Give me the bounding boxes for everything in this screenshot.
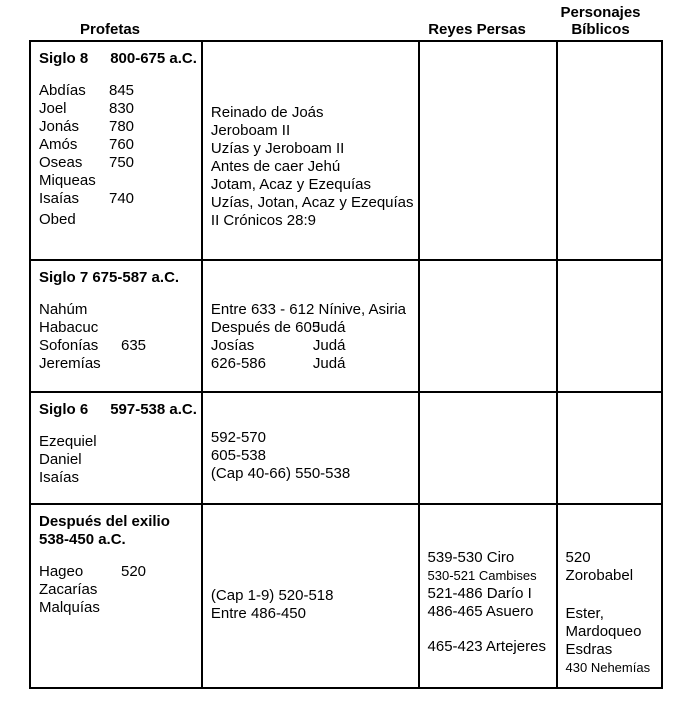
- prophet-name: Malquías: [39, 599, 100, 616]
- cell-siglo8-context: [202, 41, 419, 260]
- prophet-row: [39, 190, 197, 208]
- prophet-name: Oseas: [39, 154, 83, 171]
- prophet-row: [39, 100, 197, 118]
- cell-siglo7-prophets: [30, 260, 202, 392]
- spacer: [428, 621, 552, 638]
- context-line: Entre 486-450: [210, 605, 306, 622]
- prophet-name: Isaías: [39, 190, 80, 207]
- prophet-year: 780: [109, 118, 135, 135]
- siglo8-title: Siglo 8: [39, 50, 89, 67]
- prophet-name: Sofonías: [39, 337, 99, 354]
- context-period: Después de 605: [210, 319, 321, 336]
- prophet-name: Hageo: [39, 563, 84, 580]
- biblical-figure-line: 520: [565, 549, 591, 566]
- prophet-name: Amós: [39, 136, 78, 153]
- cell-siglo6-reyes-empty: [419, 392, 557, 504]
- persian-king-line: 521-486 Darío I: [427, 585, 532, 602]
- context-line: Jotam, Acaz y Ezequías: [210, 176, 371, 193]
- prophet-row: [39, 581, 197, 599]
- prophet-row: [39, 337, 197, 355]
- cell-siglo6-context: [202, 392, 419, 504]
- prophet-year: 750: [109, 154, 135, 171]
- prophet-name: Ezequiel: [39, 433, 97, 450]
- siglo6-title-line: [39, 401, 197, 419]
- prophet-row: [39, 469, 197, 487]
- prophets-timeline-table: [29, 40, 663, 689]
- context-line: Uzías y Jeroboam II: [210, 140, 345, 157]
- context-line: 592-570: [210, 429, 266, 446]
- prophet-row: [39, 355, 197, 373]
- siglo6-range: 597-538 a.C.: [110, 401, 197, 418]
- siglo8-title-line: [39, 50, 197, 68]
- prophet-name: Nahúm: [39, 301, 88, 318]
- biblical-figure-line: 430 Nehemías: [565, 660, 651, 675]
- context-realm: Judá: [312, 355, 346, 372]
- spacer: [39, 419, 197, 433]
- prophet-name: Habacuc: [39, 319, 99, 336]
- cell-siglo6-personajes-empty: [557, 392, 662, 504]
- prophet-name: Abdías: [39, 82, 86, 99]
- context-period: 626-586: [210, 355, 266, 372]
- context-line: II Crónicos 28:9: [210, 212, 316, 229]
- spacer: [566, 585, 657, 605]
- prophet-year: 740: [109, 190, 135, 207]
- biblical-figure-line: Mardoqueo: [565, 623, 642, 640]
- prophet-row: [39, 172, 197, 190]
- personajes-header-line1: Personajes: [560, 4, 641, 21]
- context-pair: [211, 355, 414, 373]
- cell-siglo7-personajes-empty: [557, 260, 662, 392]
- prophet-row: [39, 301, 197, 319]
- cell-siglo8-personajes-empty: [557, 41, 662, 260]
- prophet-year: 830: [109, 100, 135, 117]
- column-header-profetas: Profetas: [79, 21, 141, 38]
- biblical-figure-line: Zorobabel: [565, 567, 634, 584]
- exilio-title-line1: Después del exilio: [39, 513, 170, 530]
- cell-exilio-context: [202, 504, 419, 688]
- spacer: [39, 68, 197, 82]
- context-period: Josías: [210, 337, 255, 354]
- cell-siglo8-reyes-empty: [419, 41, 557, 260]
- prophet-name: Jonás: [39, 118, 80, 135]
- prophet-row: [39, 319, 197, 337]
- context-line: Uzías, Jotan, Acaz y Ezequías: [210, 194, 414, 211]
- prophet-year: 760: [109, 136, 135, 153]
- cell-siglo6-prophets: [30, 392, 202, 504]
- context-pair: [211, 337, 414, 355]
- cell-siglo7-context: [202, 260, 419, 392]
- prophet-name: Miqueas: [39, 172, 96, 189]
- biblical-figure-line: Ester,: [565, 605, 604, 622]
- biblical-figure-line: Esdras: [565, 641, 613, 658]
- context-line: Reinado de Joás: [210, 104, 324, 121]
- table-row: [30, 504, 662, 688]
- persian-king-line: 486-465 Asuero: [427, 603, 534, 620]
- context-realm: Judá: [312, 319, 346, 336]
- prophet-year: 520: [121, 563, 147, 580]
- context-realm: Judá: [312, 337, 346, 354]
- prophet-name: Jeremías: [39, 355, 101, 372]
- prophet-name: Isaías: [39, 469, 80, 486]
- prophet-name: Daniel: [39, 451, 82, 468]
- prophet-row: [39, 563, 197, 581]
- context-line: (Cap 40-66) 550-538: [210, 465, 351, 482]
- table-row: [30, 392, 662, 504]
- prophet-row: [39, 451, 197, 469]
- table-row: [30, 260, 662, 392]
- context-line: Antes de caer Jehú: [210, 158, 341, 175]
- cell-exilio-reyes: [419, 504, 557, 688]
- prophet-name: Joel: [39, 100, 67, 117]
- context-pair: [211, 319, 414, 337]
- cell-exilio-prophets: [30, 504, 202, 688]
- spacer: [39, 287, 197, 301]
- cell-exilio-personajes: [557, 504, 662, 688]
- spacer: [39, 549, 197, 563]
- prophet-year: 845: [109, 82, 135, 99]
- personajes-header-line2: Bíblicos: [571, 21, 630, 38]
- table-row: [30, 41, 662, 260]
- prophet-row: [39, 154, 197, 172]
- persian-king-line: 539-530 Ciro: [427, 549, 515, 566]
- prophet-row: [39, 211, 197, 229]
- prophet-year: 635: [121, 337, 147, 354]
- context-line: Entre 633 - 612 Nínive, Asiria: [210, 301, 407, 318]
- siglo7-title: Siglo 7 675-587 a.C.: [39, 269, 180, 286]
- prophet-row: [39, 82, 197, 100]
- column-header-reyes-persas: Reyes Persas: [428, 21, 526, 38]
- cell-siglo8-prophets: [30, 41, 202, 260]
- context-line: (Cap 1-9) 520-518: [210, 587, 334, 604]
- context-line: Jeroboam II: [210, 122, 291, 139]
- prophet-row: [39, 599, 197, 617]
- prophet-row: [39, 118, 197, 136]
- persian-king-line: 465-423 Artejeres: [427, 638, 546, 655]
- exilio-title-line2: 538-450 a.C.: [39, 531, 126, 548]
- prophet-row: [39, 433, 197, 451]
- persian-king-line: 530-521 Cambises: [427, 568, 537, 583]
- context-line: 605-538: [210, 447, 266, 464]
- prophet-row: [39, 136, 197, 154]
- siglo8-range: 800-675 a.C.: [110, 50, 197, 67]
- prophet-name: Obed: [39, 211, 76, 228]
- cell-siglo7-reyes-empty: [419, 260, 557, 392]
- column-header-personajes-biblicos: [547, 4, 654, 38]
- siglo6-title: Siglo 6: [39, 401, 89, 418]
- prophet-name: Zacarías: [39, 581, 98, 598]
